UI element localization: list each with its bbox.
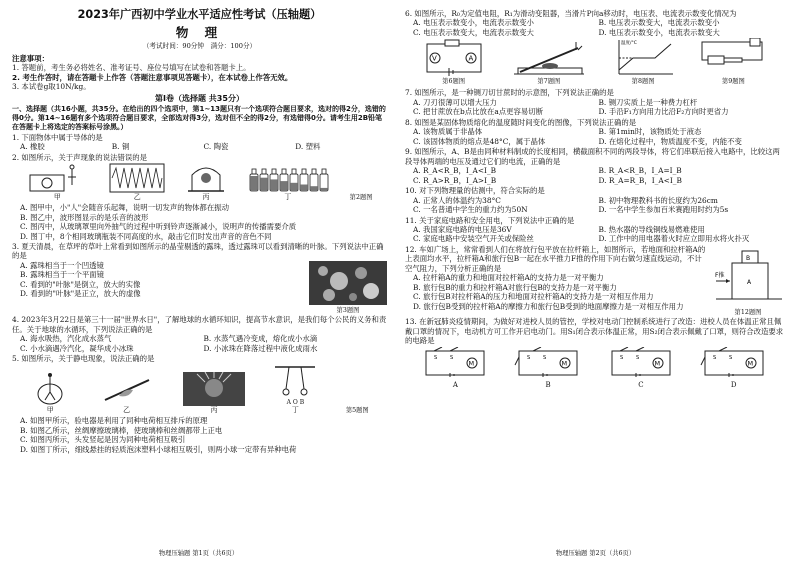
q3-stem: 3. 夏天清晨，在草坪的草叶上常看到如图所示的晶莹剔透的露珠，透过露珠可以看到清晰的叶脉。下列说法中正确的是 — [12, 241, 384, 261]
q1-option-b: B. 铜 — [111, 142, 130, 152]
svg-text:S: S — [635, 354, 640, 361]
q5-label-bing: 丙 — [210, 406, 218, 415]
q8-stem: 8. 如图是某固体物质熔化的温度随时间变化的图像，下列说法正确的是 — [405, 117, 637, 127]
svg-text:M: M — [747, 359, 753, 368]
q5-option-c: C. 如图丙所示，头发竖起是因为同种电荷相互吸引 — [20, 435, 186, 445]
q3-option-c: C. 看到的"叶脉"是倒立，放大的实像 — [20, 279, 141, 289]
q2-option-a: A. 图甲中，小"人"会随音乐起舞，说明一切发声的物体都在振动 — [20, 203, 229, 213]
q13-label-d: D — [730, 380, 737, 389]
page1-footer: 物理压轴题 第1页（共6页） — [158, 549, 239, 557]
q12-luggage-figure — [712, 247, 784, 307]
question-10 — [405, 186, 784, 214]
speaker-figure — [26, 163, 88, 193]
svg-text:S: S — [712, 354, 716, 361]
question-9 — [405, 147, 784, 185]
question-13 — [405, 317, 784, 390]
q13-stem: 13. 在新冠肺炎疫情期间，为做好对进校人员的管控，学校对电动门控制系统进行了改造：进校人员在体温正常且佩戴口罩的情况下，电动机方可工作开启电动门。用S₁闭合表示体温正常，用S₂闭合表示佩戴了口罩，则符合改造要求的电路是 — [405, 317, 784, 346]
q8-option-a: A. 该物质属于非晶体 — [413, 127, 483, 137]
q12-option-b: B. 旅行包B的重力和拉杆箱A对旅行包B的支持力是一对平衡力 — [413, 282, 617, 292]
exam-subject: 物 理 — [175, 25, 224, 41]
q3-caption: 第3题图 — [336, 307, 360, 315]
q13-circuit-c — [606, 347, 676, 390]
bottle-icon — [260, 169, 268, 191]
q9-option-c: C. R_A>R_B，I_A>I_B — [413, 175, 497, 185]
q8-option-d: D. 在熔化过程中，物质温度不变，内能不变 — [598, 136, 742, 146]
q3-option-b: B. 露珠相当于一个平面镜 — [20, 270, 105, 280]
q5-label-jia: 甲 — [46, 406, 54, 415]
svg-text:S: S — [619, 354, 624, 361]
svg-text:M: M — [561, 359, 568, 368]
q2-stem: 2. 如图所示，关于声现象的说法错误的是 — [12, 152, 148, 162]
fig-q6 — [421, 38, 487, 86]
q5-ball-labels: A O B — [286, 398, 305, 406]
hair-standing-photo — [183, 372, 245, 406]
svg-text:M: M — [468, 359, 475, 368]
q12-figure — [712, 247, 784, 318]
svg-text:V: V — [431, 54, 437, 63]
q11-option-d: D. 工作中的用电器着火时应立即用水将火扑灭 — [598, 234, 750, 244]
q1-stem: 1. 下面物体中属于导体的是 — [12, 132, 103, 142]
q4-option-c: C. 小水滴遇冷汽化，凝华成小冰珠 — [20, 343, 134, 353]
question-3 — [12, 241, 387, 315]
q2-fig-ding — [247, 163, 329, 202]
q5-figures — [12, 364, 387, 417]
q2-option-d: D. 图丁中，8个相同玻璃瓶装不同高度的水，敲击它们时发出声音的音色不同 — [20, 231, 272, 241]
electroscope-figure — [30, 372, 70, 406]
question-2 — [12, 153, 387, 241]
bottles-figure — [247, 163, 329, 193]
question-11 — [405, 216, 784, 244]
q11-stem: 11. 关于家庭电路和安全用电，下列说法中正确的是 — [405, 215, 575, 225]
q13-circuit-b — [513, 347, 583, 390]
q6-stem: 6. 如图所示，R₀为定值电阻，R₁为滑动变阻器，当滑片P向a移动时，电压表、电流表示数变化情况为 — [405, 9, 737, 18]
q4-option-d: D. 小冰珠在降落过程中液化成雨水 — [203, 343, 318, 353]
circuit-a-figure — [420, 347, 490, 381]
q6-option-b: B. 电压表示数变大，电流表示数变小 — [598, 18, 720, 28]
question-12 — [405, 244, 784, 317]
question-7 — [405, 88, 784, 116]
q2-option-c: C. 图丙中，从玻璃罩里向外抽气的过程中听到铃声逐渐减小，说明声的传播需要介质 — [20, 222, 297, 232]
q10-option-d: D. 一名中学生参加百米赛跑用时约为5s — [598, 205, 729, 215]
bottle-icon — [270, 169, 278, 191]
q5-caption: 第5题图 — [345, 407, 369, 415]
q13-label-b: B — [545, 380, 551, 389]
q7-guillotine-figure — [510, 38, 588, 78]
question-6 — [405, 9, 784, 87]
q6-q9-figures — [405, 37, 784, 87]
q10-option-c: C. 一名普通中学生的重力约为50N — [413, 205, 528, 215]
q13-circuit-a — [420, 347, 490, 390]
q9-option-b: B. R_A<R_B，I_A=I_B — [598, 166, 682, 176]
waveform-figure — [109, 163, 165, 193]
q13-label-c: C — [638, 380, 644, 389]
q7-option-b: B. 铡刀实质上是一种费力杠杆 — [598, 97, 698, 107]
q6-option-a: A. 电压表示数变小，电流表示数变小 — [413, 18, 534, 28]
q10-option-a: A. 正常人的体温约为38°C — [413, 195, 501, 205]
q9-option-a: A. R_A<R_B，I_A<I_B — [413, 166, 497, 176]
glass-rod-silk-figure — [99, 372, 155, 406]
svg-text:A: A — [468, 54, 473, 63]
svg-text:S: S — [527, 354, 531, 361]
q3-option-a: A. 露珠相当于一个凹透镜 — [20, 260, 104, 270]
q1-option-d: D. 塑料 — [295, 142, 321, 152]
q6-caption: 第6题图 — [442, 78, 466, 86]
q12-option-a: A. 拉杆箱A的重力和地面对拉杆箱A的支持力是一对平衡力 — [413, 273, 604, 283]
circuit-d-figure — [699, 347, 769, 381]
exam-info: （考试时间：90分钟 满分：100分） — [142, 42, 257, 51]
q11-option-b: B. 热水器的导线铜线易燃难使用 — [598, 225, 705, 235]
q1-option-c: C. 陶瓷 — [203, 142, 229, 152]
q4-option-b: B. 水蒸气遇冷变成，熔化成小水滴 — [203, 334, 318, 344]
q5-option-d: D. 如图丁所示，细线悬挂的轻质泡沫塑料小球相互吸引，则两小球一定带有异种电荷 — [20, 444, 297, 454]
q4-stem: 4. 2023年3月22日是第三十一届"世界水日"，了解地球的水循环知识，提高节水意识，是我们每个公民的义务和责任。关于地球的水循环，下列说法正确的是 — [12, 315, 387, 334]
q6-option-c: C. 电压表示数变大，电流表示数变大 — [413, 27, 534, 37]
q9-caption: 第9题图 — [721, 78, 745, 86]
q5-fig-jia — [30, 372, 70, 415]
notice-1: 1. 答题前，考生务必将姓名、准考证号、座位号填写在试卷和答题卡上。 — [12, 63, 251, 73]
question-1 — [12, 133, 387, 152]
q12-stem: 12. 车如广场上，常常看到人们在将放行包平放在拉杆箱上，如图所示，若地面和拉杆箱A的上表面均水平，拉杆箱A和旅行包B一起在水平推力F推的作用下向右做匀速直线运动，不计空气阻力，下列分析正确的是 — [405, 244, 706, 273]
q7-option-c: C. 把甘蔗放在b点比放在a点更容易切断 — [413, 107, 544, 117]
q3-figure — [309, 261, 387, 316]
bottle-icon — [280, 169, 288, 191]
q9-stem: 9. 如图所示，A、B是由同种材料制成的长度相同，横截面积不同的两段导体，将它们串联后接入电路中，比较这两段导体两端的电压及通过它们的电流，正确的是 — [405, 147, 780, 166]
svg-text:S: S — [450, 354, 454, 361]
svg-text:M: M — [654, 359, 660, 368]
notice-2: 2. 考生作答时，请在答题卡上作答（答题注意事项见答题卡），在本试卷上作答无效。 — [12, 72, 293, 82]
q5-fig-yi — [99, 372, 155, 415]
svg-text:A: A — [747, 278, 752, 286]
exam-title: 2023年广西初中学业水平适应性考试（压轴题） — [77, 8, 322, 21]
bottle-icon — [250, 169, 258, 191]
q5-label-ding: 丁 — [291, 406, 299, 415]
q7-option-a: A. 刀刃很薄可以增大压力 — [413, 97, 497, 107]
circuit-b-figure — [513, 347, 583, 381]
q2-figures — [12, 162, 387, 203]
q3-option-d: D. 看到的"叶脉"是正立，放大的虚像 — [20, 289, 141, 299]
q11-option-a: A. 我国家庭电路的电压是36V — [413, 225, 512, 235]
svg-text:B: B — [746, 254, 751, 262]
fig-q8 — [611, 38, 675, 86]
q5-option-b: B. 如图乙所示，丝绸摩擦玻璃棒，使玻璃棒和丝绸都带上正电 — [20, 425, 223, 435]
question-8 — [405, 118, 784, 146]
q2-label-yi: 乙 — [133, 193, 141, 202]
q5-label-yi: 乙 — [123, 406, 131, 415]
q5-stem: 5. 如图所示，关于静电现象，说法正确的是 — [12, 354, 155, 364]
q2-fig-jia — [26, 163, 88, 202]
q2-option-b: B. 图乙中，波形图显示的是乐音的波形 — [20, 212, 149, 222]
question-5 — [12, 354, 387, 454]
fig-q7 — [510, 38, 588, 86]
q2-caption: 第2题图 — [349, 194, 373, 202]
svg-text:S: S — [434, 354, 438, 361]
bottle-icon — [300, 169, 308, 191]
bottle-icon — [320, 169, 328, 191]
page-right — [397, 0, 794, 561]
q12-option-c: C. 旅行包B对拉杆箱A的压力和地面对拉杆箱A的支持力是一对相互作用力 — [413, 292, 654, 302]
question-4 — [12, 315, 387, 353]
q8-axis-label: 温度/°C — [621, 41, 638, 47]
q9-option-d: D. R_A=R_B，I_A<I_B — [598, 175, 682, 185]
notice-label: 注意事项： — [12, 53, 49, 63]
circuit-c-figure — [606, 347, 676, 381]
svg-text:S: S — [543, 354, 547, 361]
q7-stem: 7. 如图所示，是一种铡刀切甘蔗时的示意图，下列说法正确的是 — [405, 88, 614, 98]
q2-label-jia: 甲 — [53, 193, 61, 202]
section-instructions: 一、选择题（共16小题，共35分。在给出的四个选项中，第1~13题只有一个选项符合题目要求，选对的得2分，选错的得0分。第14~16题有多个选项符合题目要求，全部选对得3分，选对但不全的得2分，有选错得0分。请考生用2B铅笔在答题卡上将选定的答案标号涂黑。） — [12, 104, 386, 131]
q8-caption: 第8题图 — [631, 78, 655, 86]
q2-fig-bing — [186, 163, 226, 202]
q12-option-d: D. 旅行包B受到的拉杆箱A的摩擦力和旅行包B受到的地面摩擦力是一对相互作用力 — [413, 301, 684, 311]
q9-conductors-figure — [698, 38, 768, 78]
q5-fig-ding — [273, 365, 317, 416]
q2-label-bing: 丙 — [202, 193, 210, 202]
q2-label-ding: 丁 — [284, 193, 292, 202]
q7-option-d: D. 手沿F₁方向用力比沿F₂方向时更省力 — [598, 107, 729, 117]
notice-3: 3. 本试卷g取10N/kg。 — [12, 82, 91, 92]
q13-label-a: A — [452, 380, 458, 389]
bottle-icon — [310, 169, 318, 191]
q5-fig-bing — [183, 372, 245, 415]
q10-option-b: B. 初中物理教科书的长度约为26cm — [598, 195, 718, 205]
q8-melting-graph — [611, 38, 675, 78]
q8-option-c: C. 该固体物质的熔点是48°C，属于晶体 — [413, 136, 546, 146]
q13-circuit-d — [699, 347, 769, 390]
hanging-balls-figure — [273, 365, 317, 399]
q6-option-d: D. 电压表示数变小，电流表示数变大 — [598, 27, 720, 37]
q12-force-label: F推 — [715, 271, 725, 279]
q6-circuit-figure — [421, 38, 487, 78]
q11-option-c: C. 家庭电路中安装空气开关或保险丝 — [413, 234, 534, 244]
q4-option-a: A. 海水吸热，汽化成水蒸气 — [20, 334, 112, 344]
q7-caption: 第7题图 — [537, 78, 561, 86]
q12-caption: 第12题图 — [734, 309, 762, 317]
q13-circuits — [405, 346, 784, 391]
section-1-heading: 第Ⅰ卷（选择题 共35分） — [155, 93, 244, 103]
page2-footer: 物理压轴题 第2页（共6页） — [555, 549, 636, 557]
bottle-icon — [290, 169, 298, 191]
fig-q9 — [698, 38, 768, 86]
q2-fig-yi — [109, 163, 165, 202]
bell-jar-figure — [186, 163, 226, 193]
q10-stem: 10. 对下列物理量的估测中，符合实际的是 — [405, 186, 545, 196]
q5-option-a: A. 如图甲所示，验电器是利用了同种电荷相互排斥的原理 — [20, 416, 208, 426]
q8-option-b: B. 第1min时，该物质处于液态 — [598, 127, 702, 137]
svg-text:S: S — [728, 354, 732, 361]
q1-option-a: A. 橡胶 — [20, 142, 45, 152]
dewdrop-photo — [309, 261, 387, 305]
